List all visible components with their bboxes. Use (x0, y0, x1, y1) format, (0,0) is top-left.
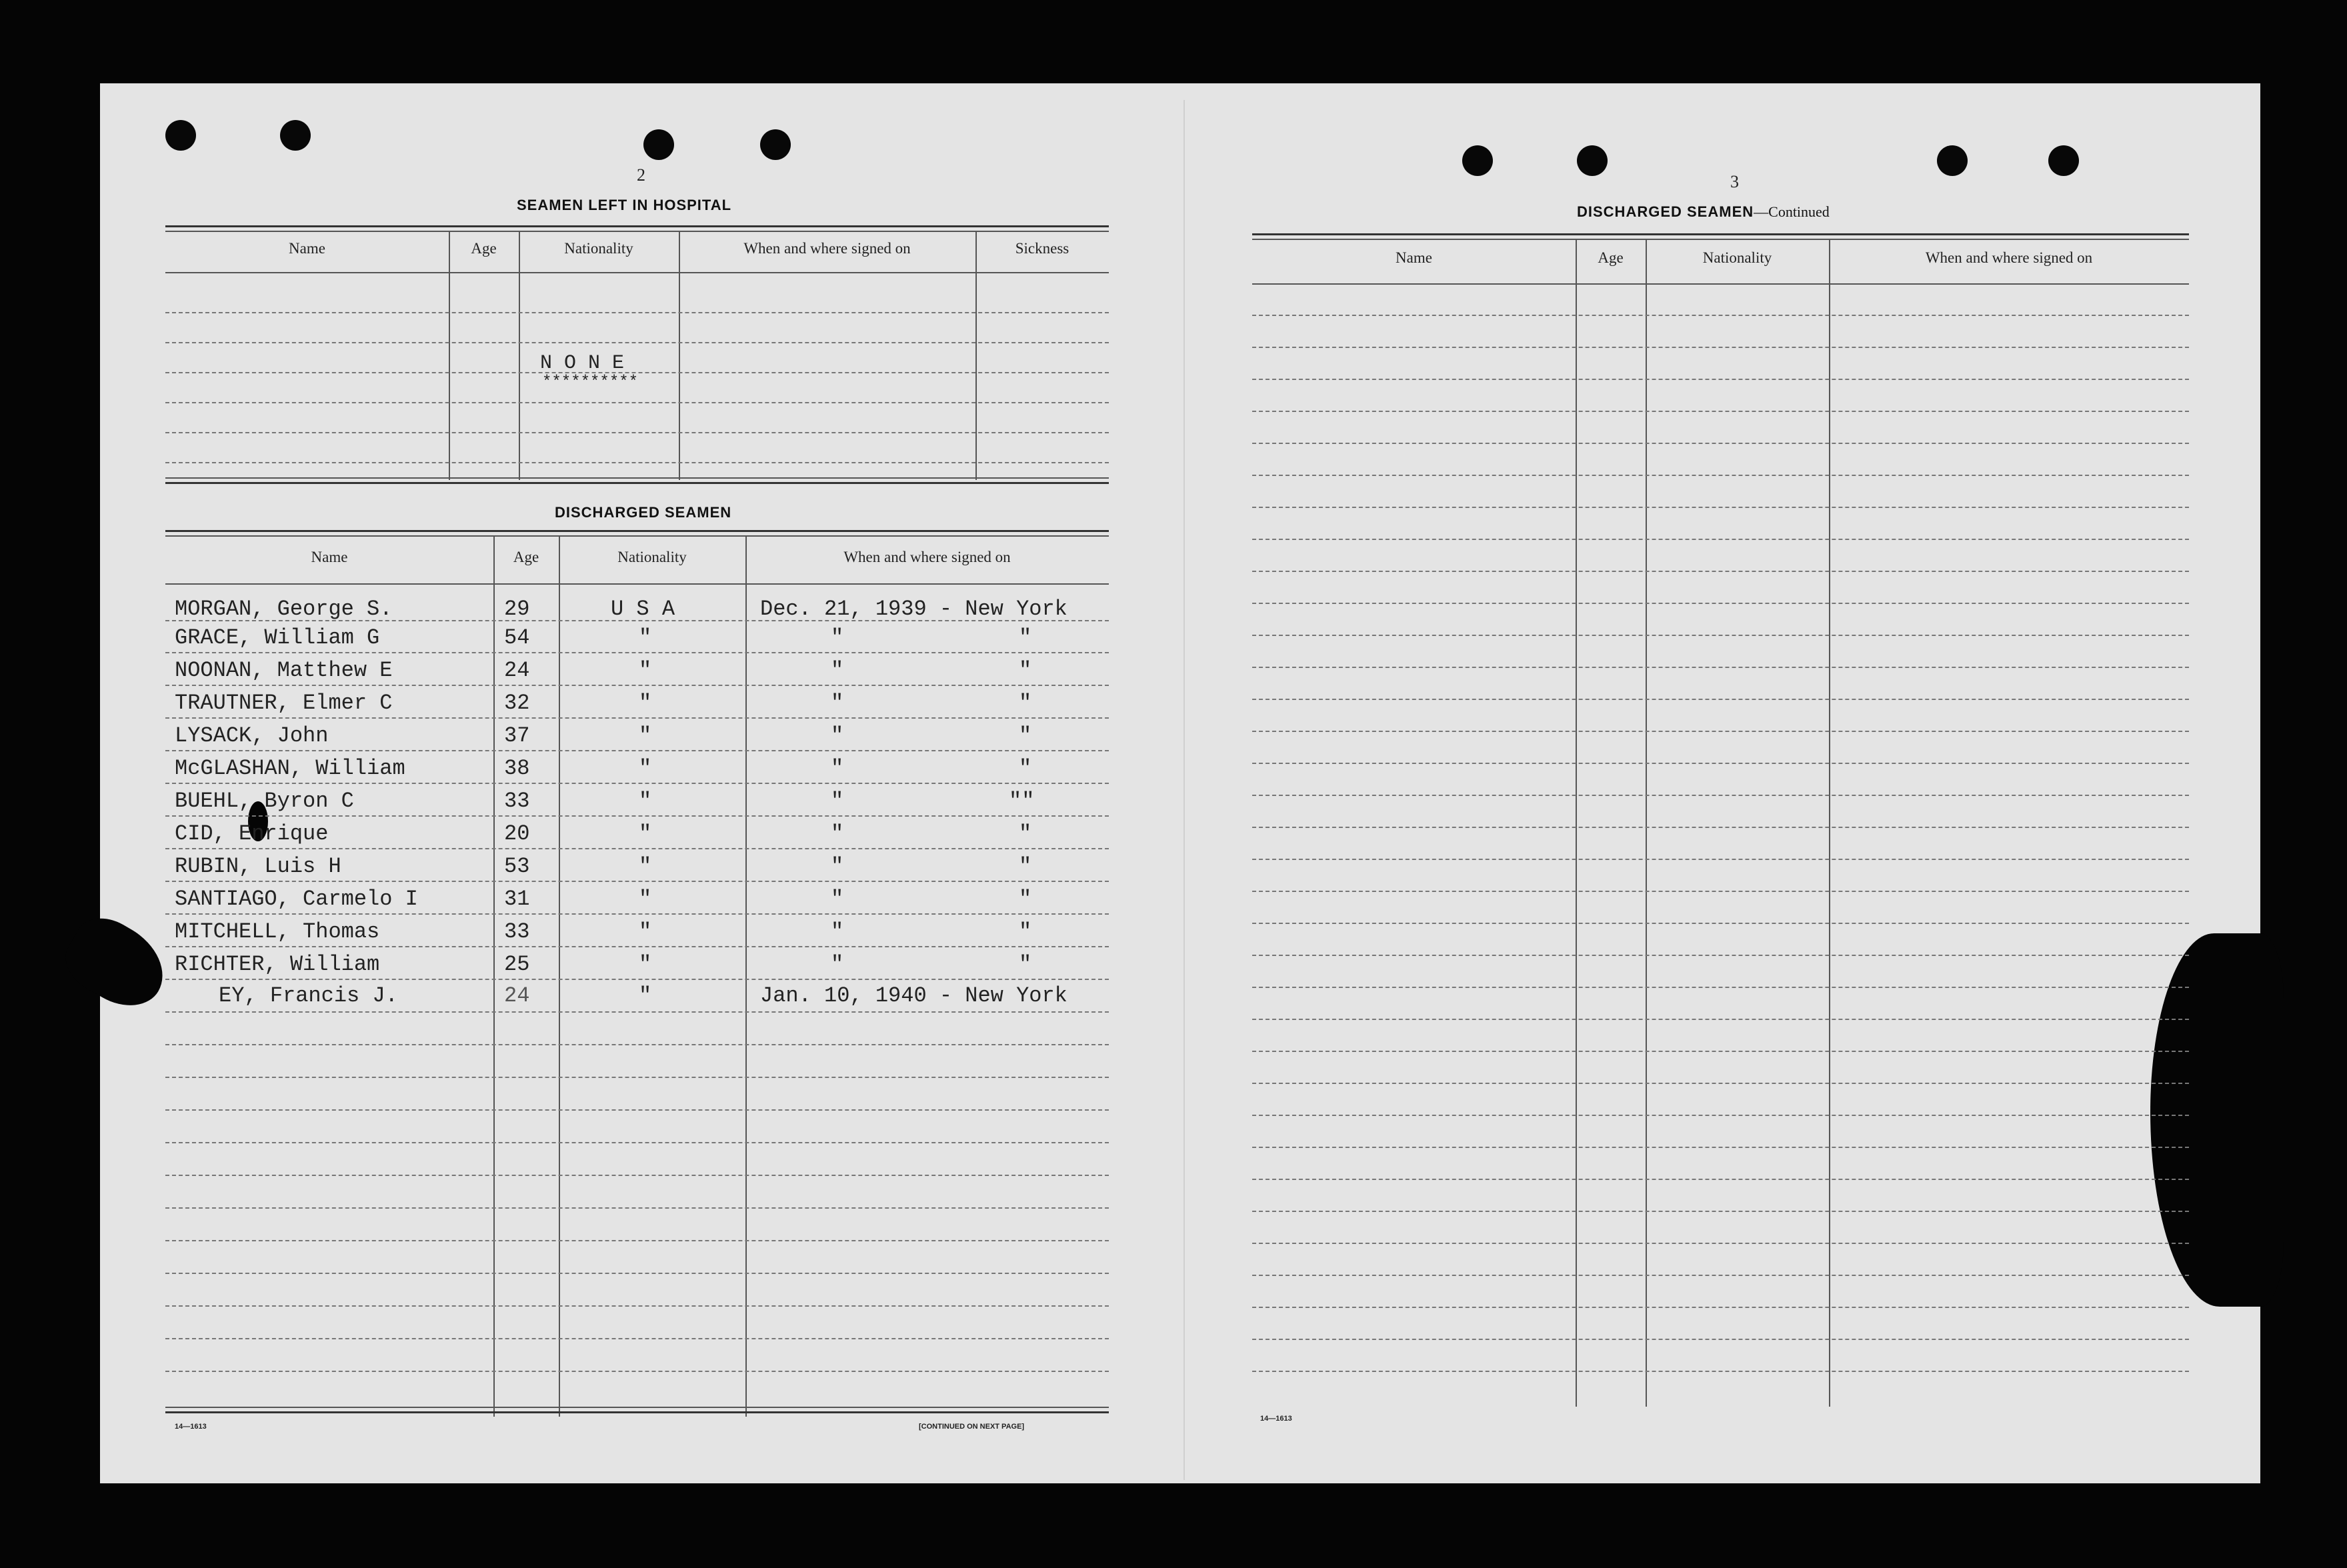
seaman-name: GRACE, William G (175, 625, 380, 650)
discharged-continued-title (1577, 203, 1830, 221)
col-header-name: Name (1396, 249, 1432, 266)
seaman-signed-on-date: " (831, 691, 844, 715)
seaman-signed-on-place: " (1019, 625, 1032, 650)
seaman-age: 31 (504, 887, 530, 911)
discharged-table (165, 530, 1109, 1417)
seaman-signed-on-date: " (831, 723, 844, 748)
seaman-age: 54 (504, 625, 530, 650)
seaman-signed-on-date: " (831, 952, 844, 977)
form-number-left: 14—1613 (175, 1423, 207, 1431)
seaman-name: SANTIAGO, Carmelo I (175, 887, 418, 911)
discharged-continued-title-main: DISCHARGED SEAMEN (1577, 203, 1754, 220)
punch-hole-right-3 (1937, 145, 1968, 176)
seaman-signed-on-place: " (1019, 854, 1032, 879)
punch-hole-left-2 (280, 120, 311, 151)
col-header-age: Age (513, 549, 539, 565)
page-number-right: 3 (1730, 172, 1739, 191)
seaman-signed-on-place: " (1019, 887, 1032, 911)
form-number-right: 14—1613 (1260, 1415, 1292, 1423)
seaman-signed-on: Jan. 10, 1940 - New York (760, 983, 1067, 1008)
col-header-signed-on: When and where signed on (743, 240, 911, 257)
seaman-name: BUEHL, Byron C (175, 789, 354, 813)
seaman-signed-on-place: " (1019, 919, 1032, 944)
seaman-name: LYSACK, John (175, 723, 329, 748)
col-header-nationality: Nationality (564, 240, 633, 257)
seaman-signed-on-date: " (831, 658, 844, 683)
seaman-name: RICHTER, William (175, 952, 380, 977)
col-header-age: Age (1598, 249, 1624, 266)
none-entry: N O N E (540, 352, 625, 375)
center-fold (1184, 100, 1185, 1480)
seaman-nationality: " (639, 952, 652, 977)
seaman-signed-on-place: " (1019, 658, 1032, 683)
seaman-name: RUBIN, Luis H (175, 854, 341, 879)
seaman-signed-on-date: " (831, 821, 844, 846)
seaman-signed-on-date: " (831, 854, 844, 879)
col-header-name: Name (289, 240, 325, 257)
seaman-signed-on-place: " (1019, 756, 1032, 781)
seaman-name: MORGAN, George S. (175, 597, 393, 621)
seaman-name: MITCHELL, Thomas (175, 919, 380, 944)
seaman-nationality: " (639, 789, 652, 813)
col-header-name: Name (311, 549, 348, 565)
seaman-nationality: " (639, 625, 652, 650)
seaman-signed-on-date: " (831, 919, 844, 944)
none-underline: ********** (542, 373, 639, 391)
hospital-table (165, 225, 1109, 482)
page-number-left: 2 (637, 165, 645, 185)
seaman-nationality: " (639, 983, 652, 1008)
seaman-age: 24 (504, 658, 530, 683)
col-header-signed-on: When and where signed on (843, 549, 1011, 565)
seaman-signed-on-date: " (831, 789, 844, 813)
col-header-sickness: Sickness (1015, 240, 1069, 257)
seaman-name: TRAUTNER, Elmer C (175, 691, 393, 715)
seaman-age: 33 (504, 789, 530, 813)
seaman-nationality: " (639, 821, 652, 846)
seaman-name: EY, Francis J. (219, 983, 398, 1008)
seaman-signed-on-place: "" (1009, 789, 1035, 813)
col-header-age: Age (471, 240, 497, 257)
seaman-nationality: " (639, 854, 652, 879)
punch-hole-left-4 (760, 129, 791, 160)
seaman-age: 29 (504, 597, 530, 621)
seaman-age: 53 (504, 854, 530, 879)
seaman-age: 33 (504, 919, 530, 944)
discharged-table-title: DISCHARGED SEAMEN (555, 504, 732, 521)
hospital-table-title: SEAMEN LEFT IN HOSPITAL (517, 197, 732, 213)
seaman-nationality: " (639, 723, 652, 748)
seaman-name: NOONAN, Matthew E (175, 658, 393, 683)
seaman-age: 37 (504, 723, 530, 748)
seaman-signed-on-place: " (1019, 723, 1032, 748)
seaman-name: McGLASHAN, William (175, 756, 405, 781)
discharged-continued-title-suffix: —Continued (1754, 203, 1830, 220)
seaman-age: 25 (504, 952, 530, 977)
seaman-signed-on-date: " (831, 887, 844, 911)
punch-hole-right-4 (2048, 145, 2079, 176)
seaman-age: 38 (504, 756, 530, 781)
seaman-nationality: " (639, 887, 652, 911)
punch-hole-left-3 (643, 129, 674, 160)
seaman-signed-on-date: " (831, 625, 844, 650)
col-header-nationality: Nationality (1702, 249, 1772, 266)
seaman-signed-on-place: " (1019, 691, 1032, 715)
col-header-nationality: Nationality (617, 549, 687, 565)
seaman-signed-on-place: " (1019, 952, 1032, 977)
punch-hole-right-1 (1462, 145, 1493, 176)
seaman-signed-on: Dec. 21, 1939 - New York (760, 597, 1067, 621)
seaman-age: 32 (504, 691, 530, 715)
punch-hole-right-2 (1577, 145, 1608, 176)
seaman-nationality: " (639, 919, 652, 944)
seaman-age: 20 (504, 821, 530, 846)
seaman-nationality: " (639, 658, 652, 683)
punch-hole-left-1 (165, 120, 196, 151)
seaman-nationality: " (639, 756, 652, 781)
continued-note: [CONTINUED ON NEXT PAGE] (919, 1423, 1025, 1431)
seaman-age: 24 (504, 983, 530, 1008)
discharged-continued-table (1252, 233, 2189, 1407)
seaman-signed-on-place: " (1019, 821, 1032, 846)
seaman-signed-on-date: " (831, 756, 844, 781)
seaman-nationality: " (639, 691, 652, 715)
seaman-name: CID, Enrique (175, 821, 329, 846)
col-header-signed-on: When and where signed on (1925, 249, 2093, 266)
seaman-nationality: U S A (611, 597, 675, 621)
